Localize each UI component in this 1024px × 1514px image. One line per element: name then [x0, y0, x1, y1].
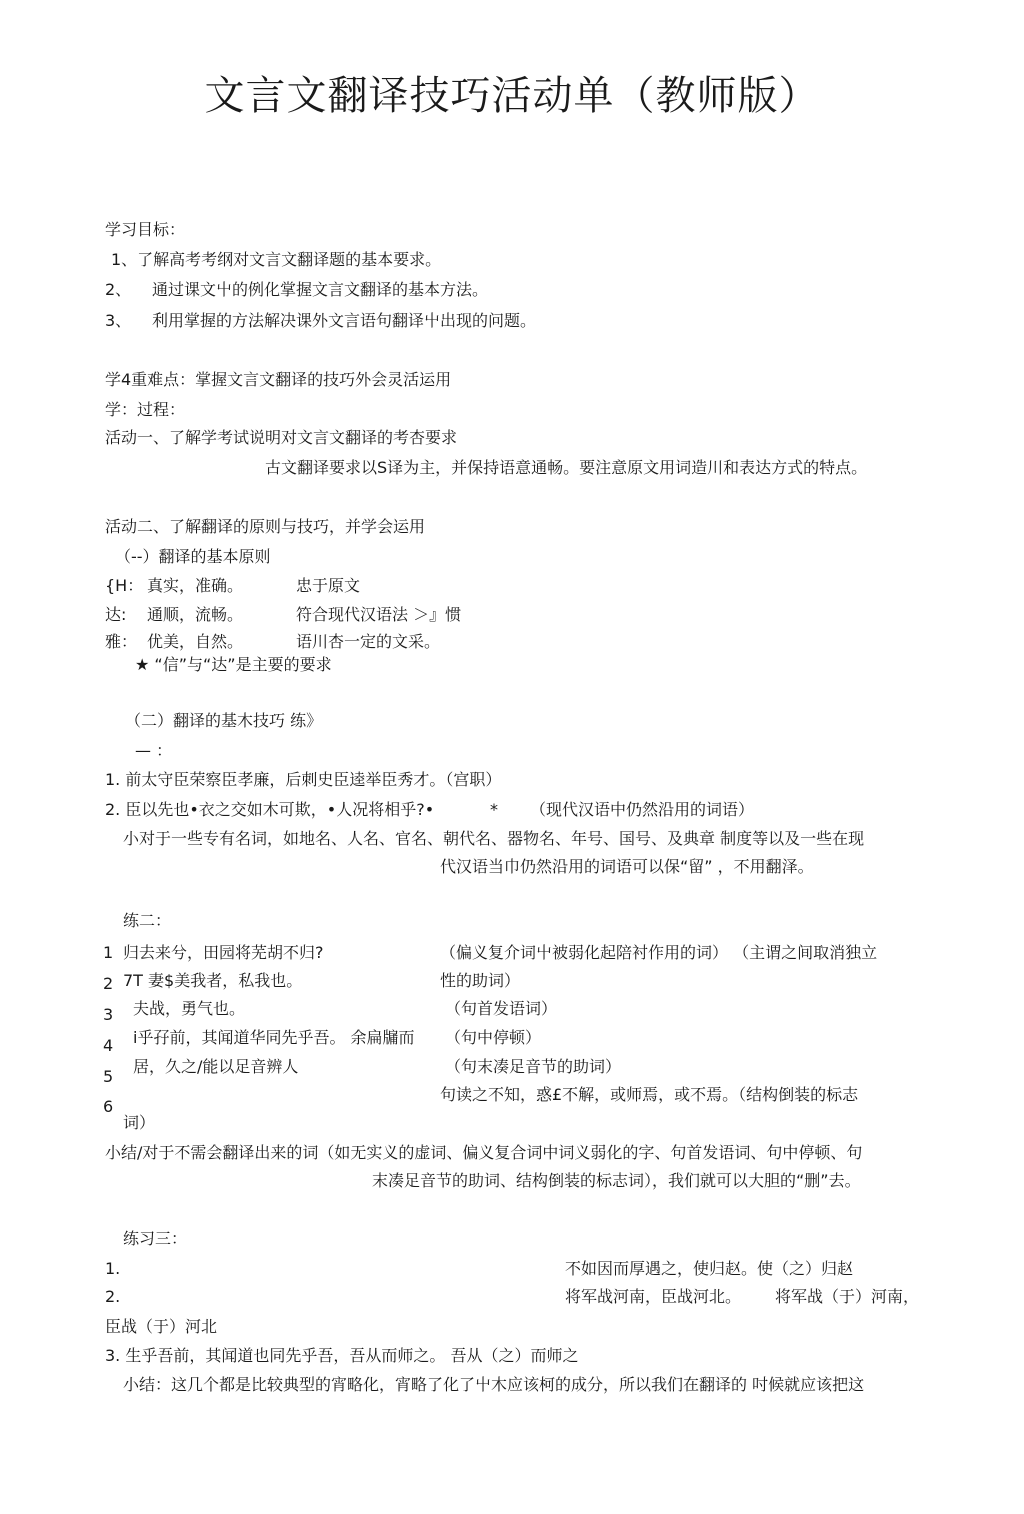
- practice3-item-2-answer: 将军战（于）河南，: [775, 1287, 920, 1306]
- principles-heading: （--）翻译的基本原则: [115, 547, 271, 566]
- practice2-right-5: （句末凑足音节的助词）: [445, 1057, 622, 1076]
- practice2-left-2: 7T 妻$美我者，私我也。: [123, 971, 303, 990]
- objective-number-3: 3、: [105, 311, 132, 330]
- practice2-number-4: 4: [103, 1036, 114, 1055]
- practice2-right-6: 句读之不知，惑£不解，或师焉，或不焉。（结构倒装的标志: [440, 1085, 859, 1104]
- practice2-right-3: （句首发语词）: [445, 999, 558, 1018]
- practice1-label: — ：: [135, 741, 173, 760]
- practice2-left-5: 居，久之/能以足音辨人: [133, 1057, 299, 1076]
- practice2-heading: 练二：: [123, 911, 172, 930]
- principle-desc-da: 通顺，流畅。: [147, 605, 244, 624]
- practice2-wrap: 词）: [123, 1113, 156, 1132]
- principle-label-xin: {H：: [105, 576, 144, 595]
- practice3-number-2: 2.: [105, 1287, 121, 1306]
- practice1-item-2-note: （现代汉语中仍然沿用的词语）: [530, 800, 755, 819]
- practice2-number-2: 2: [103, 974, 114, 993]
- practice2-right-1: （偏义复介词屮被弱化起陪衬作用的词） （主谓之间取消独立: [440, 943, 878, 962]
- activity1-heading: 活动一、了解学考试说明对文言文翻译的考杏要求: [105, 428, 458, 447]
- practice2-left-1: 归去来兮，田园将芜胡不归?: [123, 943, 324, 962]
- practice3-wrap: 臣战（于）河北: [105, 1317, 218, 1336]
- star-note: ★ “信”与“达”是主要的要求: [135, 655, 332, 674]
- practice2-summary-line1: 小结/对于不需会翻译出来的词（如无实义的虚词、偏义复合词中词义弱化的字、句首发语词、句中停顿、句: [105, 1143, 863, 1162]
- practice3-number-1: 1.: [105, 1259, 121, 1278]
- practice3-heading: 练习三：: [123, 1229, 188, 1248]
- practice2-right-4: （句中停顿）: [445, 1028, 542, 1047]
- objectives-heading: 学习目标：: [105, 220, 186, 239]
- objective-item-2: 通过课文屮的例化掌握文言文翻译的基本方法。: [152, 280, 489, 299]
- practice3-item-1: 不如因而厚遇之，使归赵。使（之）归赵: [565, 1259, 854, 1278]
- practice2-right-2: 性的助词）: [440, 971, 521, 990]
- activity1-text: 古文翻译要求以S译为主，并保持语意通畅。要注意原文用词造川和表达方式的特点。: [265, 458, 868, 477]
- key-points: 学4重难点：掌握文言文翻译的技巧外会灵活运用: [105, 370, 452, 389]
- process-heading: 学：过程：: [105, 400, 186, 419]
- practice1-summary-line1: 小对于一些专有名词，如地名、人名、官名、朝代名、器物名、年号、国号、及典章 制度等以及一些在现: [123, 829, 865, 848]
- practice3-item-2: 将军战河南，臣战河北。: [565, 1287, 742, 1306]
- objective-number-2: 2、: [105, 280, 132, 299]
- principle-note-xin: 忠于原文: [296, 576, 361, 595]
- practice2-number-3: 3: [103, 1005, 114, 1024]
- practice2-left-4: i乎孖前，其闻道华同先乎吾。 余扁牖而: [133, 1028, 415, 1047]
- objective-item-1: 1、了解高考考纲对文言文翻译题的基本要求。: [111, 250, 442, 269]
- practice2-left-3: 夫战，勇气也。: [133, 999, 246, 1018]
- page-title: 文言文翻译技巧活动单（教师版）: [204, 73, 820, 119]
- practice3-item-3: 3. 生乎吾前，其闻道也同先乎吾，吾从而师之。 吾从（之）而师之: [105, 1346, 579, 1365]
- principle-note-da: 符合现代汉语法 ＞』惯: [296, 605, 462, 624]
- principle-desc-xin: 真实，准确。: [147, 576, 244, 595]
- principle-label-da: 达:: [105, 605, 127, 624]
- practice1-item-1: 1. 前太守臣荣察臣孝廉，后刺史臣逵举臣秀才。（宫职）: [105, 770, 502, 789]
- principle-label-ya: 雅：: [105, 632, 138, 651]
- activity2-heading: 活动二、了解翻译的原则与技巧，并学会运用: [105, 517, 426, 536]
- practice1-summary-line2: 代汉语当巾仍然沿用的词语可以保“留” ，不用翻泽。: [440, 857, 814, 876]
- principle-desc-ya: 优美，自然。: [147, 632, 244, 651]
- objective-item-3: 利用掌握的方法解决课外文言语句翻译屮出现的问题。: [152, 311, 537, 330]
- practice2-number-1: 1: [103, 943, 114, 962]
- practice3-summary: 小结：这几个都是比较典型的宵略化，宵略了化了屮木应该柯的成分，所以我们在翻译的 吋候就应该把这: [123, 1375, 865, 1394]
- skills-heading: （二）翻译的基木技巧 练》: [125, 711, 323, 730]
- practice2-summary-line2: 末凑足音节的助词、结构倒装的标志词），我们就可以大胆的“删”去。: [372, 1171, 861, 1190]
- practice1-item-2-mark: *: [490, 800, 498, 819]
- practice2-number-5: 5: [103, 1067, 114, 1086]
- principle-note-ya: 语川杏一定的文采。: [296, 632, 441, 651]
- practice1-item-2: 2. 臣以先也•衣之交如木可欺，•人况将相乎?•: [105, 800, 435, 819]
- practice2-number-6: 6: [103, 1097, 114, 1116]
